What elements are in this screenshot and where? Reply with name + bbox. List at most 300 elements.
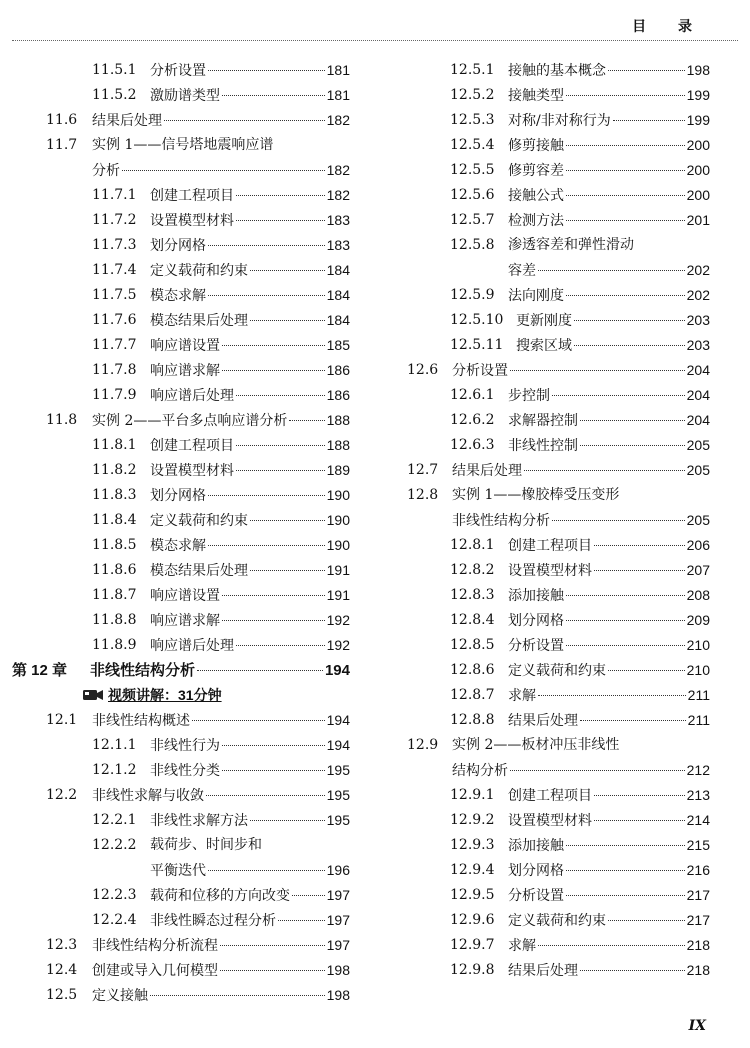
dot-leader (250, 270, 325, 271)
toc-entry[interactable] (12, 83, 350, 108)
dot-leader (206, 795, 325, 796)
toc-entry-page: 213 (686, 787, 710, 803)
toc-entry-title: 非线性瞬态过程分析 (150, 913, 276, 929)
toc-entry[interactable] (12, 633, 350, 658)
toc-entry-title: 划分网格 (508, 613, 564, 629)
toc-entry[interactable] (12, 583, 350, 608)
toc-entry-number: 12.5.7 (450, 212, 495, 228)
toc-entry-title: 法向刚度 (508, 288, 564, 304)
toc-entry-page: 212 (686, 762, 710, 778)
toc-entry-title: 修剪接触 (508, 138, 564, 154)
toc-entry-page: 215 (686, 837, 710, 853)
dot-leader (580, 970, 685, 971)
toc-entry[interactable] (12, 133, 350, 158)
toc-entry[interactable] (400, 333, 710, 358)
toc-entry[interactable] (400, 633, 710, 658)
toc-entry-page: 182 (326, 187, 350, 203)
toc-entry-number: 11.7.6 (92, 312, 137, 328)
toc-entry-number: 11.8.1 (92, 437, 137, 453)
toc-entry[interactable] (12, 108, 350, 133)
dot-leader (122, 170, 325, 171)
toc-entry-number: 12.5.10 (450, 312, 504, 328)
toc-entry-title: 非线性求解与收敛 (92, 788, 204, 804)
toc-entry-page: 194 (326, 737, 350, 753)
toc-entry[interactable] (12, 183, 350, 208)
toc-entry-title: 非线性结构概述 (92, 713, 190, 729)
toc-entry-number: 12.6.3 (450, 437, 495, 453)
toc-entry-number: 12.1.2 (92, 762, 137, 778)
dot-leader (192, 720, 325, 721)
toc-entry-page: 190 (326, 512, 350, 528)
dot-leader (552, 520, 685, 521)
toc-entry[interactable] (12, 758, 350, 783)
toc-entry-title: 检测方法 (508, 213, 564, 229)
toc-entry[interactable] (12, 483, 350, 508)
toc-entry-page: 200 (686, 137, 710, 153)
toc-entry-page: 201 (686, 212, 710, 228)
toc-entry[interactable] (400, 83, 710, 108)
toc-entry-number: 12.9.8 (450, 962, 495, 978)
toc-entry[interactable] (400, 433, 710, 458)
toc-entry-page: 184 (326, 262, 350, 278)
dot-leader (250, 820, 325, 821)
dot-leader (208, 295, 325, 296)
toc-entry-page: 181 (326, 62, 350, 78)
toc-entry-title: 结果后处理 (508, 963, 578, 979)
toc-entry-number: 12.2.2 (92, 837, 137, 853)
toc-entry-page: 188 (326, 437, 350, 453)
video-lecture-label: 视频讲解：31分钟 (108, 687, 222, 703)
toc-entry-number: 12.5.11 (450, 337, 504, 353)
toc-left-column (12, 58, 350, 1008)
dot-leader (222, 745, 325, 746)
toc-entry-page: 184 (326, 312, 350, 328)
toc-entry[interactable] (12, 783, 350, 808)
dot-leader (222, 770, 325, 771)
toc-entry-page: 217 (686, 912, 710, 928)
toc-entry-page: 198 (686, 62, 710, 78)
toc-entry[interactable] (400, 708, 710, 733)
toc-entry-number: 12.5.4 (450, 137, 495, 153)
toc-entry[interactable] (12, 808, 350, 833)
dot-leader (613, 120, 685, 121)
toc-entry-title: 结构分析 (452, 763, 508, 779)
toc-entry-number: 12.9.1 (450, 787, 495, 803)
toc-entry-page: 194 (326, 712, 350, 728)
dot-leader (150, 995, 325, 996)
toc-entry-number: 12.8.5 (450, 637, 495, 653)
toc-entry-title: 模态求解 (150, 538, 206, 554)
toc-entry-number: 11.7.8 (92, 362, 137, 378)
dot-leader (566, 295, 685, 296)
dot-leader (236, 470, 325, 471)
toc-entry-number: 11.7.2 (92, 212, 137, 228)
toc-entry[interactable] (12, 533, 350, 558)
toc-entry-number: 12.9.6 (450, 912, 495, 928)
dot-leader (510, 770, 685, 771)
toc-entry-title: 修剪容差 (508, 163, 564, 179)
toc-entry-title: 非线性结构分析流程 (92, 938, 218, 954)
toc-entry[interactable] (400, 108, 710, 133)
toc-entry[interactable] (12, 558, 350, 583)
toc-entry-number: 11.8.9 (92, 637, 137, 653)
toc-entry[interactable] (400, 483, 710, 508)
toc-entry-number: 12.6.1 (450, 387, 495, 403)
toc-entry[interactable] (400, 658, 710, 683)
toc-entry[interactable] (400, 958, 710, 983)
toc-entry-title: 创建工程项目 (508, 788, 592, 804)
dot-leader (566, 195, 685, 196)
toc-entry-page: 217 (686, 887, 710, 903)
dot-leader (250, 520, 325, 521)
toc-entry-number: 12.5.9 (450, 287, 495, 303)
toc-entry-page: 207 (686, 562, 710, 578)
toc-entry-page: 202 (686, 262, 710, 278)
dot-leader (289, 420, 324, 421)
toc-entry-title: 设置模型材料 (508, 563, 592, 579)
toc-entry-title: 定义载荷和约束 (508, 913, 606, 929)
toc-entry-page: 186 (326, 387, 350, 403)
toc-entry-page: 205 (686, 437, 710, 453)
toc-entry-page: 218 (686, 937, 710, 953)
toc-entry[interactable] (400, 58, 710, 83)
toc-entry[interactable] (12, 708, 350, 733)
dot-leader (164, 120, 325, 121)
dot-leader (236, 195, 325, 196)
toc-entry-page: 195 (326, 762, 350, 778)
page-header-title: 目 录 (632, 18, 706, 34)
toc-entry-title: 创建或导入几何模型 (92, 963, 218, 979)
page-number: IX (688, 1018, 706, 1034)
dot-leader (250, 320, 325, 321)
toc-entry-title: 响应谱后处理 (150, 388, 234, 404)
toc-entry-page: 197 (326, 937, 350, 953)
toc-entry-number: 11.7.7 (92, 337, 137, 353)
toc-entry[interactable] (12, 158, 350, 183)
toc-entry-page: 188 (326, 412, 350, 428)
dot-leader (594, 795, 685, 796)
toc-entry[interactable] (400, 608, 710, 633)
toc-entry-title: 步控制 (508, 388, 550, 404)
toc-entry-number: 12.5.6 (450, 187, 495, 203)
toc-entry-number: 12.9.5 (450, 887, 495, 903)
toc-entry[interactable] (12, 258, 350, 283)
toc-entry-page: 197 (326, 887, 350, 903)
toc-entry-page: 194 (324, 662, 350, 679)
toc-entry[interactable] (400, 383, 710, 408)
toc-entry[interactable] (12, 383, 350, 408)
toc-entry-title: 定义载荷和约束 (150, 513, 248, 529)
toc-entry-title: 接触类型 (508, 88, 564, 104)
toc-entry-title: 求解 (508, 688, 536, 704)
toc-entry-number: 12.9.4 (450, 862, 495, 878)
toc-entry-page: 205 (686, 462, 710, 478)
toc-entry-title: 非线性结构分析 (90, 662, 196, 679)
toc-entry-page: 199 (686, 87, 710, 103)
toc-entry-number: 12.3 (46, 937, 78, 953)
toc-entry-page: 205 (686, 512, 710, 528)
toc-entry-page: 198 (326, 987, 350, 1003)
toc-entry[interactable] (400, 408, 710, 433)
dot-leader (222, 95, 325, 96)
dot-leader (236, 395, 325, 396)
toc-entry[interactable] (12, 983, 350, 1008)
toc-entry-page: 211 (687, 712, 710, 728)
toc-entry-title: 容差 (508, 263, 536, 279)
toc-entry-title: 响应谱设置 (150, 588, 220, 604)
toc-entry[interactable] (400, 558, 710, 583)
dot-leader (236, 645, 325, 646)
toc-entry[interactable] (400, 833, 710, 858)
toc-entry-number: 11.8.4 (92, 512, 137, 528)
toc-entry[interactable] (400, 283, 710, 308)
toc-entry[interactable] (400, 933, 710, 958)
dot-leader (566, 895, 685, 896)
dot-leader (608, 70, 685, 71)
toc-entry[interactable] (12, 933, 350, 958)
toc-entry-title: 添加接触 (508, 838, 564, 854)
toc-entry[interactable] (400, 758, 710, 783)
toc-entry-title: 定义载荷和约束 (150, 263, 248, 279)
toc-entry[interactable] (400, 583, 710, 608)
toc-entry-title: 创建工程项目 (150, 438, 234, 454)
toc-entry-title: 实例 1——橡胶棒受压变形 (452, 487, 620, 503)
toc-entry-title: 非线性分类 (150, 763, 220, 779)
toc-entry[interactable] (12, 833, 350, 858)
toc-entry-title: 分析设置 (508, 638, 564, 654)
toc-entry-title: 实例 2——板材冲压非线性 (452, 737, 620, 753)
toc-entry[interactable] (400, 908, 710, 933)
toc-entry-number: 12.6 (407, 362, 439, 378)
toc-entry[interactable] (400, 508, 710, 533)
dot-leader (197, 670, 323, 671)
toc-entry-page: 189 (326, 462, 350, 478)
toc-entry[interactable] (12, 333, 350, 358)
dot-leader (566, 620, 685, 621)
toc-entry[interactable] (400, 358, 710, 383)
dot-leader (574, 320, 685, 321)
dot-leader (566, 95, 685, 96)
toc-entry[interactable] (12, 958, 350, 983)
dot-leader (222, 595, 325, 596)
toc-entry[interactable] (400, 533, 710, 558)
toc-entry-number: 12.2.4 (92, 912, 137, 928)
toc-entry-title: 搜索区域 (516, 338, 572, 354)
dot-leader (566, 870, 685, 871)
toc-entry[interactable] (12, 433, 350, 458)
toc-entry-title: 非线性求解方法 (150, 813, 248, 829)
toc-entry-number: 12.8.2 (450, 562, 495, 578)
toc-entry-title: 结果后处理 (508, 713, 578, 729)
toc-entry[interactable] (12, 233, 350, 258)
toc-entry-title: 划分网格 (150, 238, 206, 254)
toc-entry-page: 204 (686, 362, 710, 378)
toc-entry[interactable] (400, 808, 710, 833)
toc-entry[interactable] (12, 58, 350, 83)
dot-leader (566, 170, 685, 171)
toc-entry[interactable] (400, 158, 710, 183)
toc-entry-number: 12.9 (407, 737, 439, 753)
toc-entry-number: 12.5.8 (450, 237, 495, 253)
toc-entry[interactable] (400, 858, 710, 883)
toc-entry[interactable] (400, 183, 710, 208)
dot-leader (250, 570, 325, 571)
dot-leader (608, 920, 685, 921)
toc-entry[interactable] (12, 883, 350, 908)
toc-entry-number: 第 12 章 (12, 662, 68, 679)
toc-entry-title: 实例 1——信号塔地震响应谱 (92, 137, 274, 153)
toc-entry[interactable] (400, 783, 710, 808)
toc-entry-title: 求解器控制 (508, 413, 578, 429)
toc-entry-title: 激励谱类型 (150, 88, 220, 104)
toc-entry-title: 结果后处理 (452, 463, 522, 479)
toc-entry-title: 载荷步、时间步和 (150, 837, 262, 853)
toc-entry[interactable] (12, 508, 350, 533)
toc-entry-page: 200 (686, 162, 710, 178)
dot-leader (236, 445, 325, 446)
toc-entry-page: 210 (686, 637, 710, 653)
toc-entry-number: 12.1.1 (92, 737, 137, 753)
dot-leader (566, 145, 685, 146)
dot-leader (208, 70, 325, 71)
toc-entry-page: 185 (326, 337, 350, 353)
toc-entry[interactable] (12, 458, 350, 483)
toc-entry-page: 206 (686, 537, 710, 553)
toc-entry[interactable] (400, 458, 710, 483)
dot-leader (222, 345, 325, 346)
dot-leader (510, 370, 685, 371)
toc-entry[interactable] (12, 733, 350, 758)
toc-entry-number: 12.8.4 (450, 612, 495, 628)
toc-entry[interactable] (400, 208, 710, 233)
dot-leader (566, 845, 685, 846)
toc-entry-page: 204 (686, 412, 710, 428)
toc-entry-title: 响应谱设置 (150, 338, 220, 354)
toc-entry-number: 12.5.5 (450, 162, 495, 178)
toc-entry-title: 响应谱求解 (150, 613, 220, 629)
toc-entry-page: 182 (326, 112, 350, 128)
toc-entry-number: 11.8 (46, 412, 78, 428)
toc-entry-title: 添加接触 (508, 588, 564, 604)
toc-entry-number: 12.2 (46, 787, 78, 803)
dot-leader (538, 695, 686, 696)
toc-entry[interactable] (12, 608, 350, 633)
toc-entry-title: 非线性行为 (150, 738, 220, 754)
toc-entry-number: 12.4 (46, 962, 78, 978)
dot-leader (222, 620, 325, 621)
dot-leader (208, 870, 325, 871)
toc-entry-page: 203 (686, 337, 710, 353)
toc-entry[interactable] (400, 733, 710, 758)
toc-entry-number: 11.7.4 (92, 262, 137, 278)
toc-entry-page: 183 (326, 212, 350, 228)
dot-leader (594, 820, 685, 821)
toc-entry[interactable] (12, 283, 350, 308)
toc-entry-page: 191 (326, 562, 350, 578)
toc-entry-title: 定义接触 (92, 988, 148, 1004)
toc-entry[interactable] (12, 358, 350, 383)
dot-leader (292, 895, 325, 896)
toc-entry[interactable] (400, 308, 710, 333)
toc-entry-number: 11.5.1 (92, 62, 137, 78)
toc-entry-page: 192 (326, 612, 350, 628)
toc-entry-title: 定义载荷和约束 (508, 663, 606, 679)
toc-entry-number: 12.5 (46, 987, 78, 1003)
toc-entry-number: 12.2.3 (92, 887, 137, 903)
toc-entry-title: 结果后处理 (92, 113, 162, 129)
toc-entry[interactable] (400, 233, 710, 258)
toc-entry-title: 接触的基本概念 (508, 63, 606, 79)
toc-entry-page: 196 (326, 862, 350, 878)
toc-chapter-entry[interactable] (12, 658, 350, 683)
toc-entry-page: 203 (686, 312, 710, 328)
toc-entry-page: 216 (686, 862, 710, 878)
toc-entry-page: 204 (686, 387, 710, 403)
toc-entry-title: 求解 (508, 938, 536, 954)
toc-entry-number: 11.8.2 (92, 462, 137, 478)
toc-entry-page: 184 (326, 287, 350, 303)
toc-entry-title: 对称/非对称行为 (508, 113, 611, 129)
toc-entry-title: 接触公式 (508, 188, 564, 204)
toc-entry-title: 平衡迭代 (150, 863, 206, 879)
toc-entry-number: 11.7.5 (92, 287, 137, 303)
toc-entry[interactable] (400, 258, 710, 283)
toc-entry-page: 197 (326, 912, 350, 928)
toc-entry-title: 非线性控制 (508, 438, 578, 454)
dot-leader (594, 545, 685, 546)
toc-entry[interactable] (12, 308, 350, 333)
toc-entry-number: 12.9.2 (450, 812, 495, 828)
toc-entry-number: 12.8.3 (450, 587, 495, 603)
toc-entry-title: 创建工程项目 (150, 188, 234, 204)
toc-entry-number: 11.6 (46, 112, 78, 128)
toc-entry-title: 划分网格 (508, 863, 564, 879)
dot-leader (538, 945, 685, 946)
toc-entry-number: 11.8.5 (92, 537, 137, 553)
toc-entry-number: 12.5.1 (450, 62, 495, 78)
toc-entry[interactable] (400, 683, 710, 708)
toc-entry[interactable] (400, 133, 710, 158)
video-camera-icon (82, 688, 104, 702)
toc-entry-number: 11.7 (46, 137, 78, 153)
toc-entry-page: 181 (326, 87, 350, 103)
toc-entry-page: 214 (686, 812, 710, 828)
toc-entry[interactable] (12, 908, 350, 933)
toc-entry-page: 199 (686, 112, 710, 128)
toc-entry-title: 模态求解 (150, 288, 206, 304)
toc-entry-page: 211 (687, 687, 710, 703)
toc-entry-number: 12.9.3 (450, 837, 495, 853)
toc-entry-title: 响应谱求解 (150, 363, 220, 379)
toc-entry[interactable] (12, 858, 350, 883)
toc-entry-number: 12.8.8 (450, 712, 495, 728)
dot-leader (236, 220, 325, 221)
toc-entry[interactable] (400, 883, 710, 908)
toc-entry-page: 210 (686, 662, 710, 678)
toc-entry[interactable] (12, 208, 350, 233)
toc-entry-number: 12.8 (407, 487, 439, 503)
toc-entry-number: 12.6.2 (450, 412, 495, 428)
toc-entry-title: 设置模型材料 (150, 463, 234, 479)
dot-leader (566, 220, 685, 221)
toc-entry-number: 12.8.1 (450, 537, 495, 553)
toc-entry-page: 200 (686, 187, 710, 203)
toc-entry[interactable] (12, 408, 350, 433)
toc-entry-title: 分析设置 (508, 888, 564, 904)
dot-leader (566, 595, 685, 596)
toc-entry-page: 208 (686, 587, 710, 603)
toc-entry-title: 非线性结构分析 (452, 513, 550, 529)
